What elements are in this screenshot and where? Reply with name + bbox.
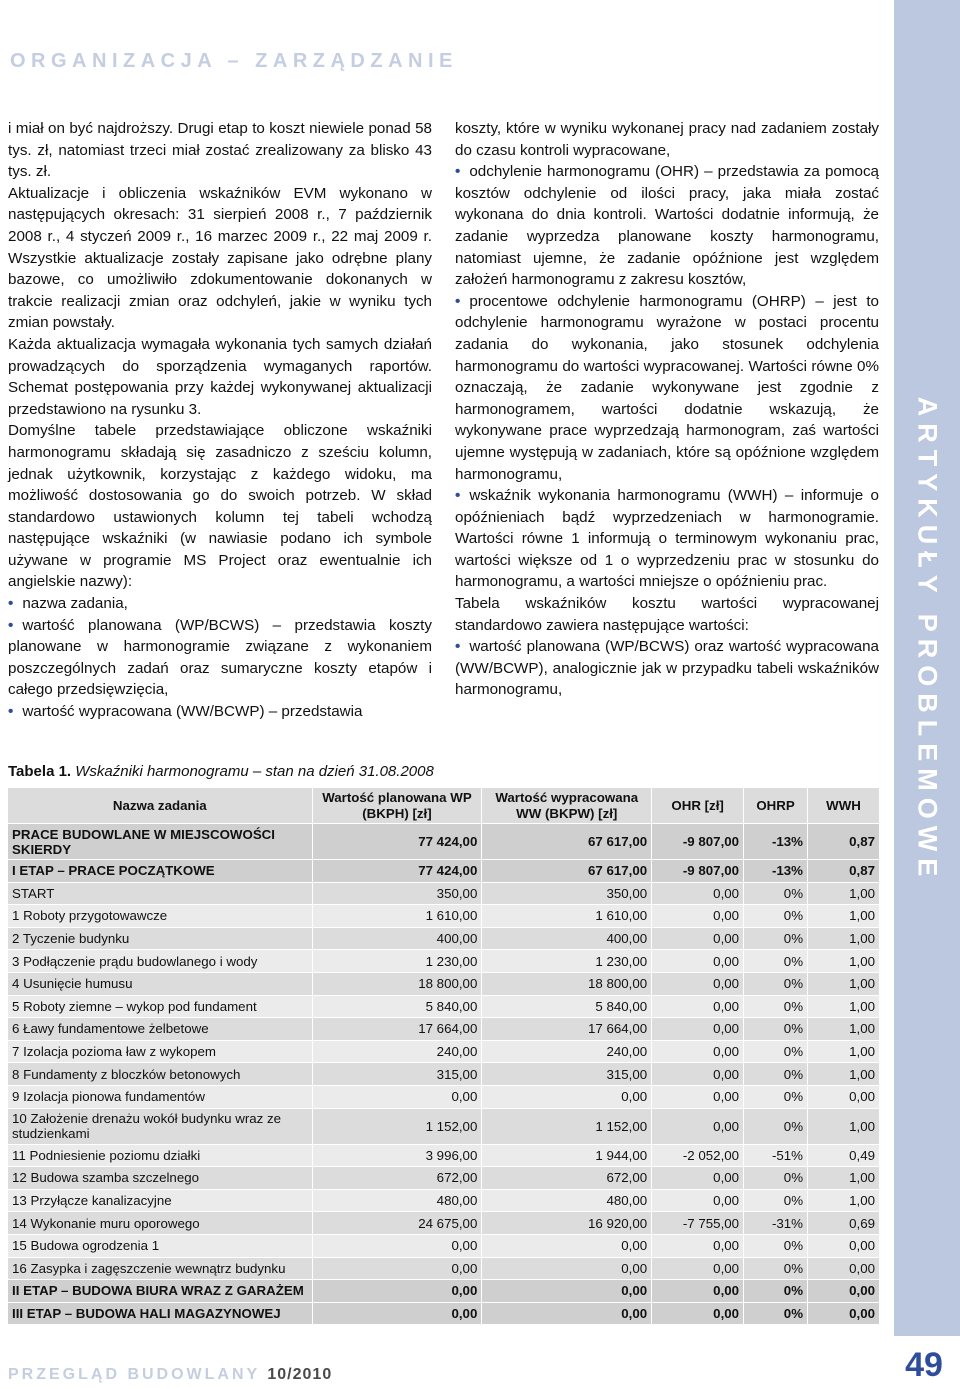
- cell-ohr: 0,00: [652, 1234, 744, 1257]
- table-row: [8, 1257, 880, 1280]
- paragraph-text: wartość planowana (WP/BCWS) oraz wartość wypracowana (WW/BCWP), analogicznie jak w przypadku tabeli wskaźników harmonogramu,: [455, 638, 879, 699]
- cell-wp: 24 675,00: [312, 1212, 482, 1235]
- cell-ohrp: 0%: [744, 1257, 808, 1280]
- cell-ohrp: 0%: [744, 1018, 808, 1041]
- cell-wwh: 1,00: [808, 1018, 880, 1041]
- cell-ww: 672,00: [482, 1167, 652, 1190]
- cell-ohr: 0,00: [652, 950, 744, 973]
- cell-wwh: 0,69: [808, 1212, 880, 1235]
- cell-wp: 0,00: [312, 1257, 482, 1280]
- table-row: [8, 1212, 880, 1235]
- cell-name: 10 Założenie drenażu wokół budynku wraz ze studzienkami: [8, 1108, 313, 1144]
- cell-wwh: 1,00: [808, 1108, 880, 1144]
- schedule-indicators-table: [7, 787, 880, 1325]
- cell-ohr: -9 807,00: [652, 824, 744, 860]
- cell-ohr: 0,00: [652, 1108, 744, 1144]
- cell-wp: 672,00: [312, 1167, 482, 1190]
- cell-ww: 400,00: [482, 927, 652, 950]
- cell-wp: 400,00: [312, 927, 482, 950]
- cell-wp: 77 424,00: [312, 860, 482, 883]
- cell-ohrp: 0%: [744, 1302, 808, 1325]
- cell-ohr: 0,00: [652, 1063, 744, 1086]
- cell-ww: 0,00: [482, 1085, 652, 1108]
- cell-name: III ETAP – BUDOWA HALI MAGAZYNOWEJ: [8, 1302, 313, 1325]
- cell-wp: 0,00: [312, 1280, 482, 1303]
- header-task-name: Nazwa zadania: [8, 788, 313, 824]
- cell-name: 6 Ławy fundamentowe żelbetowe: [8, 1018, 313, 1041]
- table-row: [8, 972, 880, 995]
- cell-wp: 5 840,00: [312, 995, 482, 1018]
- cell-ohr: 0,00: [652, 1257, 744, 1280]
- cell-ohr: 0,00: [652, 972, 744, 995]
- cell-name: START: [8, 882, 313, 905]
- paragraph: [455, 118, 879, 161]
- paragraph-text: i miał on być najdroższy. Drugi etap to koszt niewiele ponad 58 tys. zł, natomiast trzeci miał zostać zrealizowany za blisko 43 tys. zł.: [8, 120, 432, 181]
- cell-ohr: -2 052,00: [652, 1144, 744, 1167]
- cell-ohrp: 0%: [744, 1063, 808, 1086]
- paragraph-text: Aktualizacje i obliczenia wskaźników EVM wykonano w następujących okresach: 31 sierpień 2008 r., 7 październik 2008 r., 4 styczeń 2009 r., 16 marzec 2009 r., 22 maj 2009 r. Wszystkie aktualizacje zostały zapisane jako odrębne plany bazowe, co umożliwiło zdokumentowanie dokonanych w trakcie realizacji zmian oraz odchyleń, jakie w wyniku tych zmian powstały.: [8, 184, 432, 332]
- cell-ohrp: -31%: [744, 1212, 808, 1235]
- cell-wp: 1 610,00: [312, 905, 482, 928]
- cell-name: 9 Izolacja pionowa fundamentów: [8, 1085, 313, 1108]
- table-row: [8, 1280, 880, 1303]
- cell-ohrp: 0%: [744, 1280, 808, 1303]
- cell-ww: 16 920,00: [482, 1212, 652, 1235]
- cell-wwh: 0,00: [808, 1280, 880, 1303]
- paragraph-text: Każda aktualizacja wymagała wykonania tych samych działań prowadzących do sporządzenia wymaganych raportów. Schemat postępowania przy każdej wykonywanej aktualizacji przedstawiono na rysunku 3.: [8, 335, 432, 418]
- cell-ohr: 0,00: [652, 1280, 744, 1303]
- footer: [8, 1366, 332, 1384]
- cell-wwh: 1,00: [808, 1063, 880, 1086]
- cell-wwh: 0,00: [808, 1257, 880, 1280]
- cell-ww: 240,00: [482, 1040, 652, 1063]
- cell-wp: 315,00: [312, 1063, 482, 1086]
- table-row: [8, 1085, 880, 1108]
- bullet-icon: •: [455, 487, 461, 505]
- table-caption: [8, 763, 434, 780]
- sidebar-band: [894, 0, 960, 1336]
- table-header-row: [8, 788, 880, 824]
- bullet-icon: •: [8, 595, 14, 613]
- cell-ohrp: 0%: [744, 1085, 808, 1108]
- table-row: [8, 1189, 880, 1212]
- cell-ohrp: 0%: [744, 995, 808, 1018]
- table-row: [8, 1018, 880, 1041]
- cell-wwh: 0,87: [808, 824, 880, 860]
- cell-wp: 350,00: [312, 882, 482, 905]
- paragraph-text: nazwa zadania,: [22, 595, 128, 613]
- footer-magazine: PRZEGLĄD BUDOWLANY: [8, 1366, 260, 1383]
- sidebar-label: ARTYKUŁY PROBLEMOWE: [912, 396, 943, 884]
- cell-ww: 350,00: [482, 882, 652, 905]
- cell-wp: 17 664,00: [312, 1018, 482, 1041]
- bullet-icon: •: [455, 292, 461, 310]
- table-row: [8, 1144, 880, 1167]
- header-planned-value: Wartość planowana WP (BKPH) [zł]: [312, 788, 482, 824]
- cell-wwh: 1,00: [808, 927, 880, 950]
- cell-wp: 0,00: [312, 1234, 482, 1257]
- paragraph-text: wskaźnik wykonania harmonogramu (WWH) – informuje o opóźnieniach bądź wyprzedzeniach w harmonogramie. Wartości równe 1 informują o terminowym wykonaniu prac, wartości większe od 1 o wyprzedzeniu prac w stosunku do harmonogramu, a wartości mniejsze o opóźnieniu prac.: [455, 487, 879, 591]
- cell-ohr: -7 755,00: [652, 1212, 744, 1235]
- cell-ohrp: 0%: [744, 1234, 808, 1257]
- table-row: [8, 927, 880, 950]
- table-row: [8, 1302, 880, 1325]
- cell-wwh: 0,87: [808, 860, 880, 883]
- table-row: [8, 995, 880, 1018]
- section-header: ORGANIZACJA – ZARZĄDZANIE: [10, 50, 458, 72]
- paragraph: [8, 118, 432, 183]
- bullet-icon: •: [455, 638, 461, 656]
- cell-ohr: 0,00: [652, 882, 744, 905]
- cell-wp: 77 424,00: [312, 824, 482, 860]
- cell-name: 7 Izolacja pozioma ław z wykopem: [8, 1040, 313, 1063]
- cell-ww: 0,00: [482, 1257, 652, 1280]
- bullet-item: [8, 593, 432, 615]
- cell-ohrp: -13%: [744, 860, 808, 883]
- paragraph: [455, 593, 879, 636]
- cell-name: 15 Budowa ogrodzenia 1: [8, 1234, 313, 1257]
- table-row: [8, 882, 880, 905]
- cell-name: 13 Przyłącze kanalizacyjne: [8, 1189, 313, 1212]
- cell-ohr: 0,00: [652, 1085, 744, 1108]
- header-earned-value: Wartość wypracowana WW (BKPW) [zł]: [482, 788, 652, 824]
- cell-name: 16 Zasypka i zagęszczenie wewnątrz budynku: [8, 1257, 313, 1280]
- cell-ohr: 0,00: [652, 1189, 744, 1212]
- cell-ohr: 0,00: [652, 905, 744, 928]
- cell-wp: 240,00: [312, 1040, 482, 1063]
- cell-ohrp: 0%: [744, 927, 808, 950]
- bullet-item: [8, 701, 432, 723]
- cell-ww: 315,00: [482, 1063, 652, 1086]
- paragraph-text: odchylenie harmonogramu (OHR) – przedstawia za pomocą kosztów odchylenie od ilości pracy, jaka miała zostać wykonana do dnia kontroli. Wartości dodatnie informują, że zadanie wyprzedza planowane koszty harmonogramu, natomiast ujemne, że zadanie opóźnione jest względem założeń harmonogramu z zakresu kosztów,: [455, 163, 879, 289]
- table-row: [8, 1234, 880, 1257]
- cell-ohr: 0,00: [652, 1167, 744, 1190]
- cell-name: 3 Podłączenie prądu budowlanego i wody: [8, 950, 313, 973]
- right-text-column: [455, 118, 879, 701]
- cell-wwh: 0,00: [808, 1302, 880, 1325]
- cell-ww: 67 617,00: [482, 860, 652, 883]
- cell-ww: 67 617,00: [482, 824, 652, 860]
- table-caption-label: Tabela 1.: [8, 763, 72, 780]
- paragraph-text: wartość planowana (WP/BCWS) – przedstawia koszty planowane w harmonogramie związane z wykonaniem poszczególnych zadań oraz sumaryczne koszty etapów i całego przedsięwzięcia,: [8, 616, 432, 699]
- paragraph-text: Domyślne tabele przedstawiające obliczone wskaźniki harmonogramu składają się zasadniczo z sześciu kolumn, jednak użytkownik, korzystając z każdego widoku, ma możliwość dostosowania go do swoich potrzeb. W skład standardowo ustawionych kolumn tej tabeli wchodzą następujące wskaźniki (w nawiasie podano ich symbole używane w programie MS Project oraz ewentualnie ich angielskie nazwy):: [8, 422, 432, 591]
- footer-issue: 10/2010: [267, 1366, 333, 1383]
- bullet-icon: •: [455, 163, 461, 181]
- table-row: [8, 1167, 880, 1190]
- cell-ohr: -9 807,00: [652, 860, 744, 883]
- cell-ww: 1 230,00: [482, 950, 652, 973]
- table-row: [8, 1040, 880, 1063]
- cell-wp: 3 996,00: [312, 1144, 482, 1167]
- cell-name: 1 Roboty przygotowawcze: [8, 905, 313, 928]
- table-caption-text: Wskaźniki harmonogramu – stan na dzień 31.08.2008: [75, 763, 434, 780]
- cell-name: I ETAP – PRACE POCZĄTKOWE: [8, 860, 313, 883]
- table-row: [8, 1108, 880, 1144]
- cell-wwh: 1,00: [808, 905, 880, 928]
- cell-ww: 0,00: [482, 1280, 652, 1303]
- cell-ohrp: 0%: [744, 1189, 808, 1212]
- table-row: [8, 950, 880, 973]
- cell-ohr: 0,00: [652, 1040, 744, 1063]
- cell-wwh: 0,00: [808, 1234, 880, 1257]
- cell-ohrp: -51%: [744, 1144, 808, 1167]
- cell-ohrp: 0%: [744, 1167, 808, 1190]
- bullet-item: [8, 615, 432, 701]
- header-wwh: WWH: [808, 788, 880, 824]
- paragraph: [8, 420, 432, 593]
- cell-ohrp: 0%: [744, 905, 808, 928]
- cell-wwh: 1,00: [808, 950, 880, 973]
- cell-ohr: 0,00: [652, 1018, 744, 1041]
- cell-ohrp: 0%: [744, 882, 808, 905]
- cell-wwh: 1,00: [808, 995, 880, 1018]
- bullet-icon: •: [8, 616, 14, 634]
- paragraph: [8, 183, 432, 334]
- cell-ww: 1 944,00: [482, 1144, 652, 1167]
- cell-ww: 1 610,00: [482, 905, 652, 928]
- cell-wwh: 0,00: [808, 1085, 880, 1108]
- cell-wp: 0,00: [312, 1302, 482, 1325]
- cell-ohrp: 0%: [744, 1108, 808, 1144]
- cell-ohr: 0,00: [652, 1302, 744, 1325]
- cell-ww: 1 152,00: [482, 1108, 652, 1144]
- cell-wp: 1 230,00: [312, 950, 482, 973]
- cell-wwh: 1,00: [808, 1040, 880, 1063]
- cell-name: 12 Budowa szamba szczelnego: [8, 1167, 313, 1190]
- cell-wp: 480,00: [312, 1189, 482, 1212]
- cell-ww: 18 800,00: [482, 972, 652, 995]
- table-row: [8, 824, 880, 860]
- cell-ww: 0,00: [482, 1302, 652, 1325]
- paragraph-text: koszty, które w wyniku wykonanej pracy nad zadaniem zostały do czasu kontroli wypracowane,: [455, 120, 879, 159]
- bullet-item: [455, 636, 879, 701]
- cell-ohrp: 0%: [744, 972, 808, 995]
- cell-ohr: 0,00: [652, 927, 744, 950]
- cell-wwh: 0,49: [808, 1144, 880, 1167]
- cell-ww: 5 840,00: [482, 995, 652, 1018]
- cell-name: 2 Tyczenie budynku: [8, 927, 313, 950]
- cell-ohrp: 0%: [744, 950, 808, 973]
- cell-ohrp: -13%: [744, 824, 808, 860]
- paragraph-text: Tabela wskaźników kosztu wartości wypracowanej standardowo zawiera następujące wartości:: [455, 595, 879, 634]
- header-ohrp: OHRP: [744, 788, 808, 824]
- cell-wp: 0,00: [312, 1085, 482, 1108]
- table-row: [8, 860, 880, 883]
- cell-name: 5 Roboty ziemne – wykop pod fundament: [8, 995, 313, 1018]
- cell-ohr: 0,00: [652, 995, 744, 1018]
- header-ohr: OHR [zł]: [652, 788, 744, 824]
- cell-wwh: 1,00: [808, 882, 880, 905]
- bullet-item: [455, 291, 879, 485]
- bullet-item: [455, 485, 879, 593]
- cell-name: 11 Podniesienie poziomu działki: [8, 1144, 313, 1167]
- cell-ww: 0,00: [482, 1234, 652, 1257]
- cell-name: PRACE BUDOWLANE W MIEJSCOWOŚCI SKIERDY: [8, 824, 313, 860]
- bullet-item: [455, 161, 879, 291]
- cell-name: 8 Fundamenty z bloczków betonowych: [8, 1063, 313, 1086]
- cell-wp: 1 152,00: [312, 1108, 482, 1144]
- cell-name: II ETAP – BUDOWA BIURA WRAZ Z GARAŻEM: [8, 1280, 313, 1303]
- cell-wwh: 1,00: [808, 1189, 880, 1212]
- bullet-icon: •: [8, 703, 14, 721]
- cell-ohrp: 0%: [744, 1040, 808, 1063]
- page-number: 49: [905, 1346, 943, 1384]
- cell-name: 4 Usunięcie humusu: [8, 972, 313, 995]
- table-row: [8, 1063, 880, 1086]
- cell-wwh: 1,00: [808, 1167, 880, 1190]
- paragraph-text: procentowe odchylenie harmonogramu (OHRP) – jest to odchylenie harmonogramu wyrażone w postaci procentu zadania do wykonania, jako stosunek odchylenia harmonogramu do wartości wypracowanej. Wartości równe 0% oznaczają, że zadanie wykonywane jest zgodnie z harmonogramem, wartości dodatnie wskazują, że wykonywane prace wyprzedzają harmonogram, zaś wartości ujemne występują w zadaniach, które są opóźnione względem harmonogramu,: [455, 292, 879, 483]
- cell-name: 14 Wykonanie muru oporowego: [8, 1212, 313, 1235]
- cell-ww: 480,00: [482, 1189, 652, 1212]
- paragraph: [8, 334, 432, 420]
- left-text-column: [8, 118, 432, 723]
- cell-wp: 18 800,00: [312, 972, 482, 995]
- cell-wwh: 1,00: [808, 972, 880, 995]
- table-row: [8, 905, 880, 928]
- paragraph-text: wartość wypracowana (WW/BCWP) – przedstawia: [22, 703, 363, 721]
- cell-ww: 17 664,00: [482, 1018, 652, 1041]
